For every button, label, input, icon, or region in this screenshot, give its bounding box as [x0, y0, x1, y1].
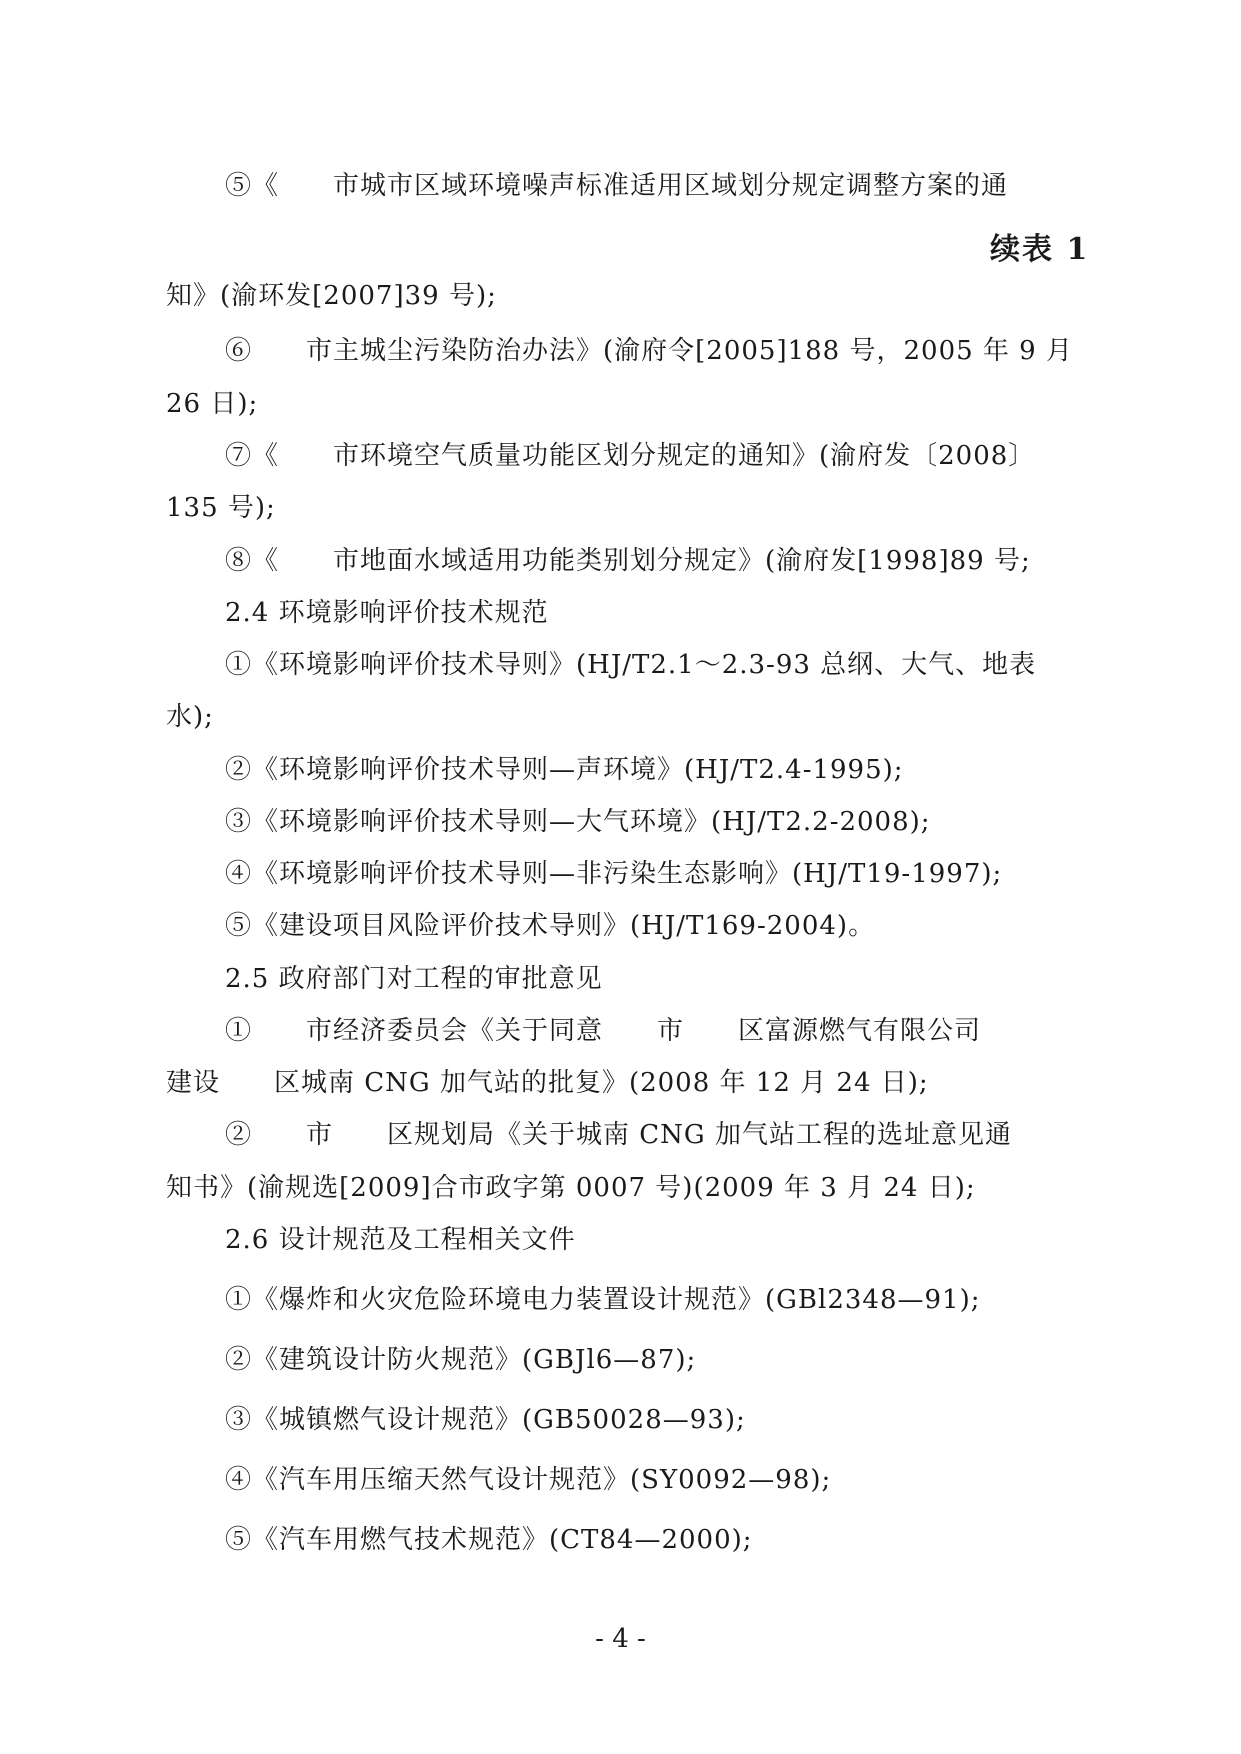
section-heading-2-6: 2.6 设计规范及工程相关文件 — [225, 1225, 576, 1255]
text-line-23: ③《城镇燃气设计规范》(GB50028—93); — [225, 1405, 746, 1435]
text-line-12: ③《环境影响评价技术导则—大气环境》(HJ/T2.2-2008); — [225, 807, 931, 837]
text-line-6: 135 号); — [166, 493, 276, 523]
text-line-2: 知》(渝环发[2007]39 号); — [166, 281, 497, 311]
text-line-14: ⑤《建设项目风险评价技术导则》(HJ/T169-2004)。 — [225, 911, 876, 941]
text-line-10: 水); — [166, 702, 214, 732]
text-line-18: ② 市 区规划局《关于城南 CNG 加气站工程的选址意见通 — [225, 1120, 1012, 1150]
text-line-21: ①《爆炸和火灾危险环境电力装置设计规范》(GBl2348—91); — [225, 1285, 981, 1315]
continued-table-label: 续表 1 — [990, 232, 1090, 267]
text-line-9: ①《环境影响评价技术导则》(HJ/T2.1～2.3-93 总纲、大气、地表 — [225, 650, 1037, 680]
text-line-17: 建设 区城南 CNG 加气站的批复》(2008 年 12 月 24 日); — [166, 1068, 929, 1098]
text-line-3: ⑥ 市主城尘污染防治办法》(渝府令[2005]188 号，2005 年 9 月 — [225, 336, 1073, 366]
text-line-22: ②《建筑设计防火规范》(GBJl6—87); — [225, 1345, 697, 1375]
text-line-24: ④《汽车用压缩天然气设计规范》(SY0092—98); — [225, 1465, 832, 1495]
section-heading-2-4: 2.4 环境影响评价技术规范 — [225, 598, 549, 628]
text-line-19: 知书》(渝规选[2009]合市政字第 0007 号)(2009 年 3 月 24 日); — [166, 1173, 976, 1203]
text-line-25: ⑤《汽车用燃气技术规范》(CT84—2000); — [225, 1525, 753, 1555]
page-number: - 4 - — [595, 1624, 646, 1654]
text-line-5: ⑦《 市环境空气质量功能区划分规定的通知》(渝府发〔2008〕 — [225, 441, 1036, 471]
text-line-11: ②《环境影响评价技术导则—声环境》(HJ/T2.4-1995); — [225, 755, 904, 785]
section-heading-2-5: 2.5 政府部门对工程的审批意见 — [225, 964, 603, 994]
text-line-4: 26 日); — [166, 389, 259, 419]
text-line-13: ④《环境影响评价技术导则—非污染生态影响》(HJ/T19-1997); — [225, 859, 1003, 889]
text-line-7: ⑧《 市地面水域适用功能类别划分规定》(渝府发[1998]89 号; — [225, 546, 1031, 576]
text-line-16: ① 市经济委员会《关于同意 市 区富源燃气有限公司 — [225, 1016, 982, 1046]
text-line-1: ⑤《 市城市区域环境噪声标准适用区域划分规定调整方案的通 — [225, 171, 1009, 201]
